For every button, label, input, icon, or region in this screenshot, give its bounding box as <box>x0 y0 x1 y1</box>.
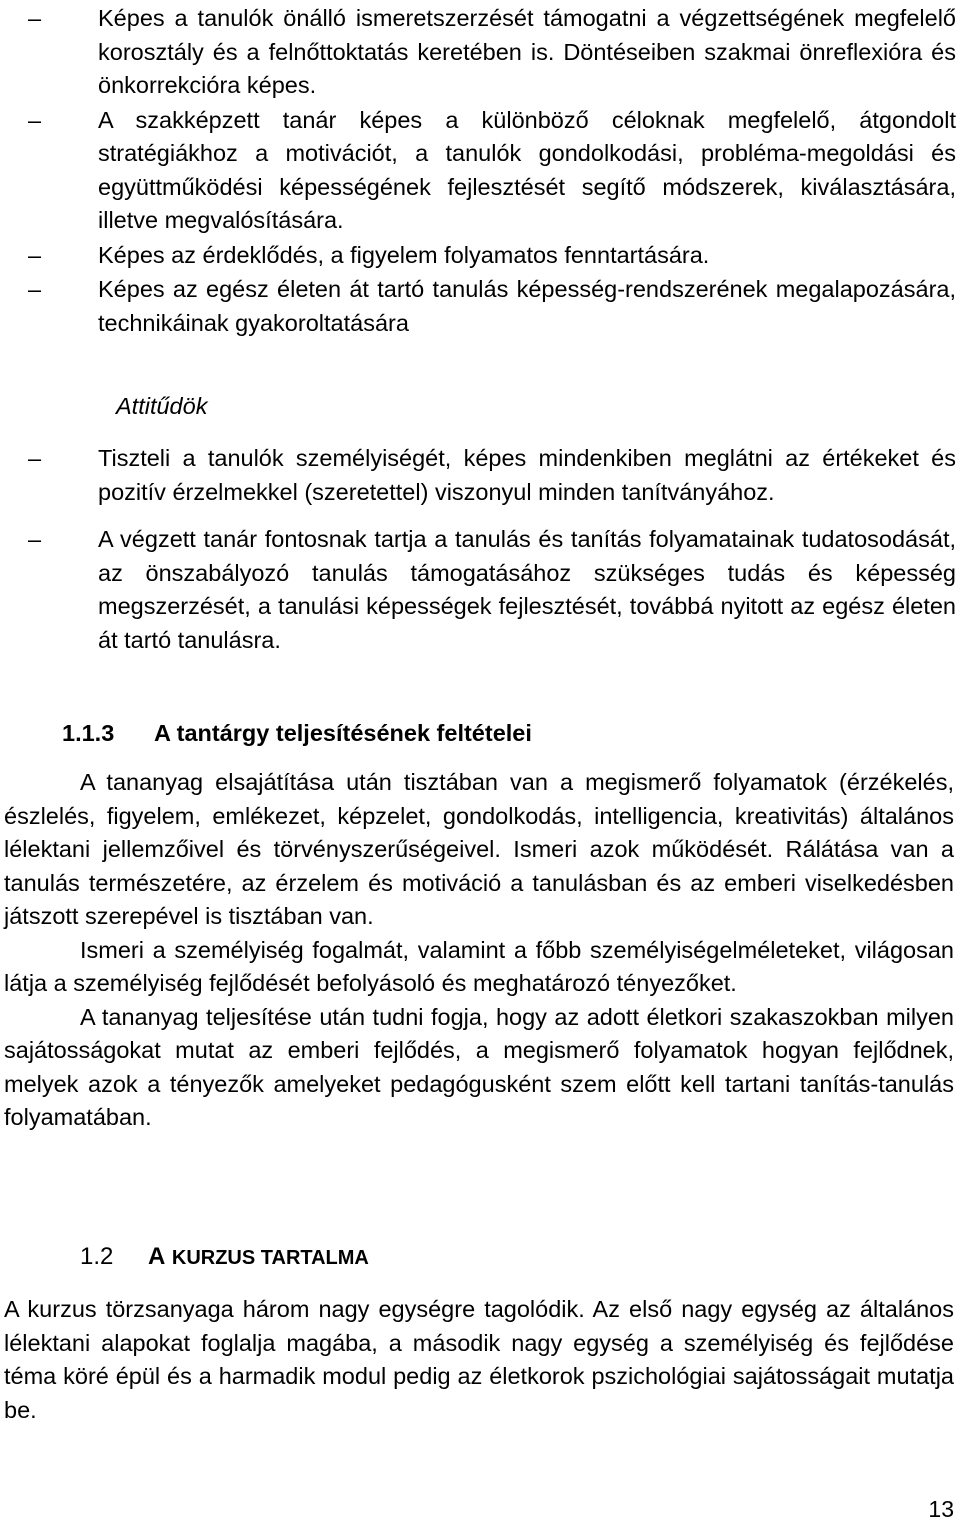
list-item <box>0 442 960 509</box>
section-title-rest: KURZUS TARTALMA <box>171 1247 369 1269</box>
dash-bullet-icon: – <box>28 445 42 471</box>
course-content-paragraph: A kurzus törzsanyaga három nagy egységre tagolódik. Az első nagy egység az általános lélektani alapokat foglalja magába, a második nagy egység a személyiség és fejlődése téma köré épül és a harmadik modul pedig az életkorok pszichológiai sajátosságait mutatja be. <box>4 1296 954 1423</box>
list-item-text: Képes a tanulók önálló ismeretszerzését támogatni a végzettségének megfelelő korosztály és a felnőttoktatás keretében is. Döntéseiben szakmai önreflexióra és önkorrekcióra képes. <box>98 5 956 98</box>
page-number: 13 <box>928 1496 954 1522</box>
list-item-text: Tiszteli a tanulók személyiségét, képes mindenkiben meglátni az értékeket és pozitív érzelmekkel (szeretettel) viszonyul minden tanítványához. <box>98 445 956 505</box>
section-title: A tantárgy teljesítésének feltételei <box>154 720 532 746</box>
list-item <box>0 104 960 238</box>
list-item-text: Képes az érdeklődés, a figyelem folyamatos fenntartására. <box>98 241 710 268</box>
paragraph: Ismeri a személyiség fogalmát, valamint a főbb személyiségelméleteket, világosan látja a személyiség fejlődését befolyásoló és meghatározó tényezőket. <box>4 936 954 996</box>
dash-bullet-icon: – <box>28 526 42 552</box>
list-item <box>0 273 960 340</box>
section-number: 1.1.3 <box>62 720 115 746</box>
competency-list <box>0 2 960 340</box>
paragraph: A tananyag elsajátítása után tisztában van a megismerő folyamatok (érzékelés, észlelés, figyelem, emlékezet, képzelet, gondolkodás, intelligencia, kreativitás) általános lélektani jellemzőivel és törvényszerűségeivel. Ismeri azok működését. Rálátása van a tanulás természetére, az érzelem és motiváció a tanulásban és az emberi viselkedésben játszott szerepével is tisztában van. <box>4 769 954 929</box>
dash-bullet-icon: – <box>28 5 42 31</box>
dash-bullet-icon: – <box>28 276 42 302</box>
dash-bullet-icon: – <box>28 106 42 133</box>
list-item-text: A szakképzett tanár képes a különböző céloknak megfelelő, átgondolt stratégiákhoz a motivációt, a tanulók gondolkodási, probléma-megoldási és együttműködési képességének fejlesztését segítő módszerek, kiválasztására, illetve megvalósítására. <box>98 106 956 233</box>
section-heading-1-1-3 <box>62 717 532 751</box>
section-heading-1-2 <box>80 1240 369 1276</box>
list-item <box>0 239 960 273</box>
attitudes-heading: Attitűdök <box>116 393 208 419</box>
list-item-text: A végzett tanár fontosnak tartja a tanulás és tanítás folyamatainak tudatosodását, az önszabályozó tanulás támogatásához szükséges tudás és képesség megszerzését, a tanulási képességek fejlesztését, továbbá nyitott az egész életen át tartó tanulásra. <box>98 526 956 653</box>
list-item-text: Képes az egész életen át tartó tanulás képesség-rendszerének megalapozására, technikáinak gyakoroltatására <box>98 276 956 336</box>
requirements-body <box>4 766 954 1135</box>
attitudes-list <box>0 442 960 657</box>
paragraph: A tananyag teljesítése után tudni fogja, hogy az adott életkori szakaszokban milyen sajátosságokat mutat az emberi fejlődés, a megismerő folyamatok hogyan fejlődnek, melyek azok a tényezők amelyeket pedagógusként szem előtt kell tartani tanítás-tanulás folyamatában. <box>4 1003 954 1130</box>
dash-bullet-icon: – <box>28 241 42 268</box>
section-title-initial: A <box>148 1243 166 1270</box>
list-item <box>0 2 960 103</box>
list-item <box>0 523 960 657</box>
section-number: 1.2 <box>80 1243 114 1270</box>
